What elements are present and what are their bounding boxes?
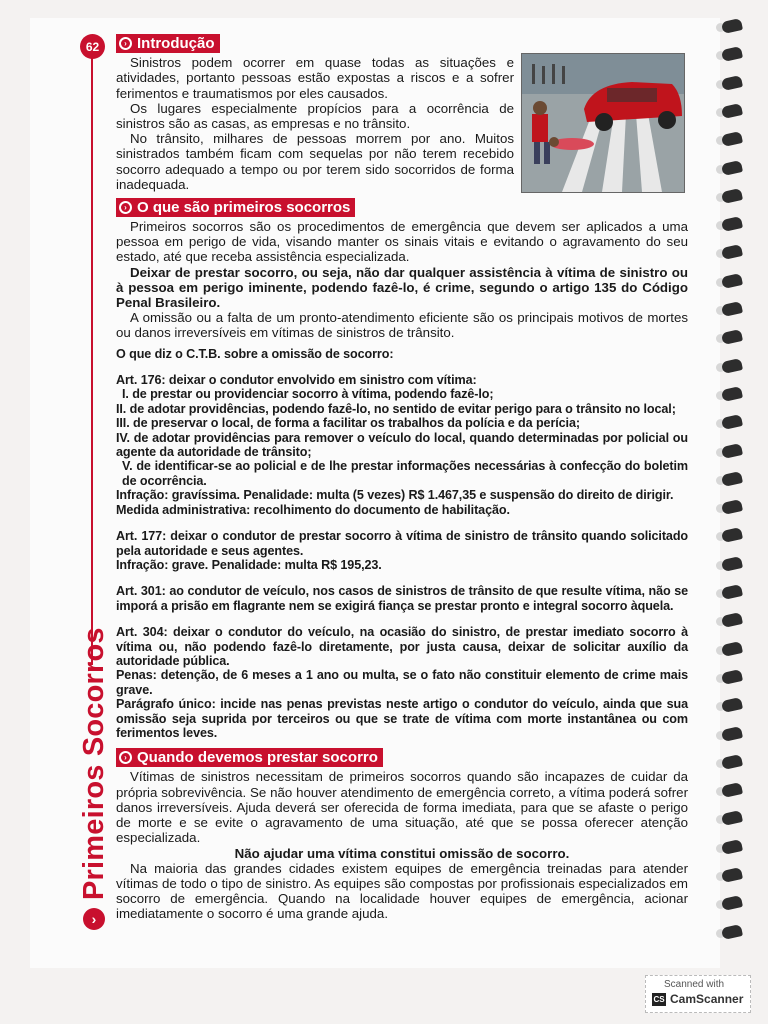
section-heading bbox=[116, 198, 355, 217]
binding-ring bbox=[716, 162, 742, 176]
label: Medida administrativa bbox=[116, 502, 247, 517]
art177 bbox=[116, 529, 688, 558]
binding-ring bbox=[716, 529, 742, 543]
paragraph-bold: Deixar de prestar socorro, ou seja, não dar qualquer assistência à vítima de sinistro ou à pessoa em perigo iminente, podendo fazê-lo, é crime, segundo o artigo 135 do Código Penal Brasileiro. bbox=[116, 264, 688, 311]
intro-text bbox=[116, 55, 514, 192]
binding-ring bbox=[716, 869, 742, 883]
value: : gravíssima. bbox=[164, 488, 244, 503]
binding-ring bbox=[716, 416, 742, 430]
article-text: : deixar o condutor do veículo, na ocasião do sinistro, de prestar imediato socorro à vítima ou, não podendo fazê-lo diretamente, por justa causa, deixar de solicitar auxílio da autoridade pública. bbox=[116, 625, 688, 668]
art176-item: III. de preservar o local, de forma a facilitar os trabalhos da polícia e da perícia; bbox=[116, 416, 580, 431]
section-introducao bbox=[116, 34, 688, 192]
binding-ring bbox=[716, 331, 742, 345]
label: Infração bbox=[116, 557, 165, 572]
binding-ring bbox=[716, 897, 742, 911]
art176-item: V. de identificar-se ao policial e de lhe prestar informações necessárias à confecção do boletim de ocorrência. bbox=[122, 459, 688, 488]
art176-item: I. de prestar ou providenciar socorro à vítima, podendo fazê-lo; bbox=[122, 387, 494, 402]
value: : recolhimento do documento de habilitação. bbox=[246, 502, 510, 517]
binding-ring bbox=[716, 501, 742, 515]
binding-ring bbox=[716, 105, 742, 119]
value: : grave. bbox=[164, 557, 212, 572]
ctb-title: O que diz o C.T.B. sobre a omissão de socorro: bbox=[116, 346, 394, 361]
label: Penalidade bbox=[211, 557, 278, 572]
art304 bbox=[116, 625, 688, 668]
arrow-circle-icon: › bbox=[83, 908, 105, 930]
value: : incide nas penas previstas neste artigo o condutor do veículo, ainda que sua omissão seja suprida por terceiros ou que se trate de vítima com morte instantânea ou com ferimentos leves. bbox=[116, 697, 689, 740]
binding-ring bbox=[716, 218, 742, 232]
art176-item: II. de adotar providências, podendo fazê-lo, no sentido de evitar perigo para o trânsito no local; bbox=[116, 401, 676, 416]
paragraph: Vítimas de sinistros necessitam de primeiros socorros quando são incapazes de cuidar da própria sobrevivência. Se não houver atendimento de emergência correto, a vítima poderá sofrer danos irreversíveis. Ajuda deverá ser oferecida de forma imediata, para que se afaste o perigo de morte e se evite o agravamento de uma situação, até que se possa oferecer atenção especializada. bbox=[116, 769, 688, 846]
heading-text: Quando devemos prestar socorro bbox=[137, 749, 378, 767]
binding-ring bbox=[716, 275, 742, 289]
binding-ring bbox=[716, 246, 742, 260]
value: : detenção, de 6 meses a 1 ano ou multa, se o fato não constituir elemento de crime mais grave. bbox=[116, 668, 688, 697]
article-label: Art. 176 bbox=[116, 373, 162, 388]
accident-illustration bbox=[522, 54, 684, 192]
art176-penalty bbox=[116, 488, 688, 502]
article-label: Art. 301 bbox=[116, 584, 162, 599]
art304-paragrafo bbox=[116, 697, 688, 740]
section-quando-socorrer bbox=[116, 748, 688, 921]
accident-photo bbox=[521, 53, 685, 193]
page-number: 62 bbox=[80, 34, 105, 59]
article-text: : deixar o condutor envolvido em sinistro com vítima: bbox=[161, 373, 477, 388]
binding-ring bbox=[716, 812, 742, 826]
section-heading bbox=[116, 34, 220, 53]
art176-measure bbox=[116, 503, 688, 517]
paragraph: Na maioria das grandes cidades existem equipes de emergência treinadas para atender vítimas de todo o tipo de sinistro. As equipes são compostas por profissionais especializados em socorro de emergência. Quando na localidade houver equipes de emergência, acionar imediatamente o socorro é uma grande ajuda. bbox=[116, 860, 688, 922]
article-text: : ao condutor de veículo, nos casos de sinistros de trânsito de que resulte vítima, não se imporá a prisão em flagrante nem se exigirá fiança se prestar pronto e integral socorro àquela. bbox=[116, 584, 688, 613]
binding-ring bbox=[716, 473, 742, 487]
article-label: Art. 304 bbox=[116, 625, 164, 640]
heading-text: O que são primeiros socorros bbox=[137, 198, 351, 216]
ctb-section bbox=[116, 347, 688, 741]
paragraph: Sinistros podem ocorrer em quase todas as situações e atividades, portanto pessoas estão expostas a riscos e a sofrer ferimentos e traumatismos por eles causados. bbox=[116, 55, 514, 101]
art304-penas bbox=[116, 668, 688, 697]
article-label: Art. 177 bbox=[116, 529, 163, 544]
spine-line bbox=[91, 55, 93, 665]
value: : multa (5 vezes) R$ 1.467,35 e suspensão do direito de dirigir. bbox=[308, 488, 674, 503]
paragraph: Primeiros socorros são os procedimentos de emergência que devem ser aplicados a uma pessoa em perigo de vida, visando manter os sinais vitais e evitando o agravamento do seu estado, até que receba assistência especializada. bbox=[116, 219, 688, 265]
page-content bbox=[116, 34, 688, 922]
section-heading bbox=[116, 748, 383, 767]
value: : multa R$ 195,23. bbox=[277, 557, 382, 572]
camscanner-badge bbox=[645, 975, 751, 1013]
art176 bbox=[116, 373, 688, 387]
binding-ring bbox=[716, 643, 742, 657]
binding-ring bbox=[716, 133, 742, 147]
camscanner-brand: CamScanner bbox=[670, 992, 744, 1006]
section-primeiros-socorros bbox=[116, 198, 688, 341]
binding-ring bbox=[716, 728, 742, 742]
binding-ring bbox=[716, 699, 742, 713]
art176-item: IV. de adotar providências para remover o veículo do local, quando determinadas por policial ou agente da autoridade de trânsito; bbox=[116, 430, 688, 460]
chevron-circle-icon: › bbox=[119, 37, 132, 50]
label: Infração bbox=[116, 488, 165, 503]
paragraph: No trânsito, milhares de pessoas morrem por ano. Muitos sinistrados também ficam com sequelas por não terem recebido socorro adequado a tempo ou por terem sido socorridos de forma inadequada. bbox=[116, 131, 514, 192]
heading-text: Introdução bbox=[137, 34, 215, 52]
art177-penalty bbox=[116, 558, 688, 572]
binding-ring bbox=[716, 190, 742, 204]
binding-ring bbox=[716, 614, 742, 628]
binding-ring bbox=[716, 303, 742, 317]
spiral-binding bbox=[716, 20, 746, 960]
binding-ring bbox=[716, 756, 742, 770]
binding-ring bbox=[716, 586, 742, 600]
label: Penalidade bbox=[243, 488, 309, 503]
binding-ring bbox=[716, 77, 742, 91]
scanned-with-text: Scanned with bbox=[664, 979, 725, 990]
binding-ring bbox=[716, 926, 742, 940]
label: Penas bbox=[116, 668, 153, 683]
highlight: Não ajudar uma vítima constitui omissão de socorro. bbox=[234, 845, 570, 861]
binding-ring bbox=[716, 445, 742, 459]
binding-ring bbox=[716, 20, 742, 34]
article-text: : deixar o condutor de prestar socorro à vítima de sinistro de trânsito quando solicitado pela autoridade e seus agentes. bbox=[116, 529, 689, 558]
label: Parágrafo único bbox=[116, 697, 212, 712]
camscanner-logo-icon: CS bbox=[653, 995, 665, 1004]
side-title bbox=[71, 610, 117, 930]
binding-ring bbox=[716, 841, 742, 855]
side-title-text: Primeiros Socorros bbox=[77, 627, 110, 900]
binding-ring bbox=[716, 360, 742, 374]
paragraph: A omissão ou a falta de um pronto-atendimento eficiente são os principais motivos de mortes ou danos irreversíveis em vítimas de sinistros de trânsito. bbox=[116, 310, 688, 341]
binding-ring bbox=[716, 48, 742, 62]
binding-ring bbox=[716, 671, 742, 685]
binding-ring bbox=[716, 558, 742, 572]
art301 bbox=[116, 584, 688, 613]
chevron-circle-icon: › bbox=[119, 751, 132, 764]
binding-ring bbox=[716, 784, 742, 798]
chevron-circle-icon: › bbox=[119, 201, 132, 214]
binding-ring bbox=[716, 388, 742, 402]
paragraph: Os lugares especialmente propícios para a ocorrência de sinistros são as casas, as empresas e no trânsito. bbox=[116, 100, 514, 131]
